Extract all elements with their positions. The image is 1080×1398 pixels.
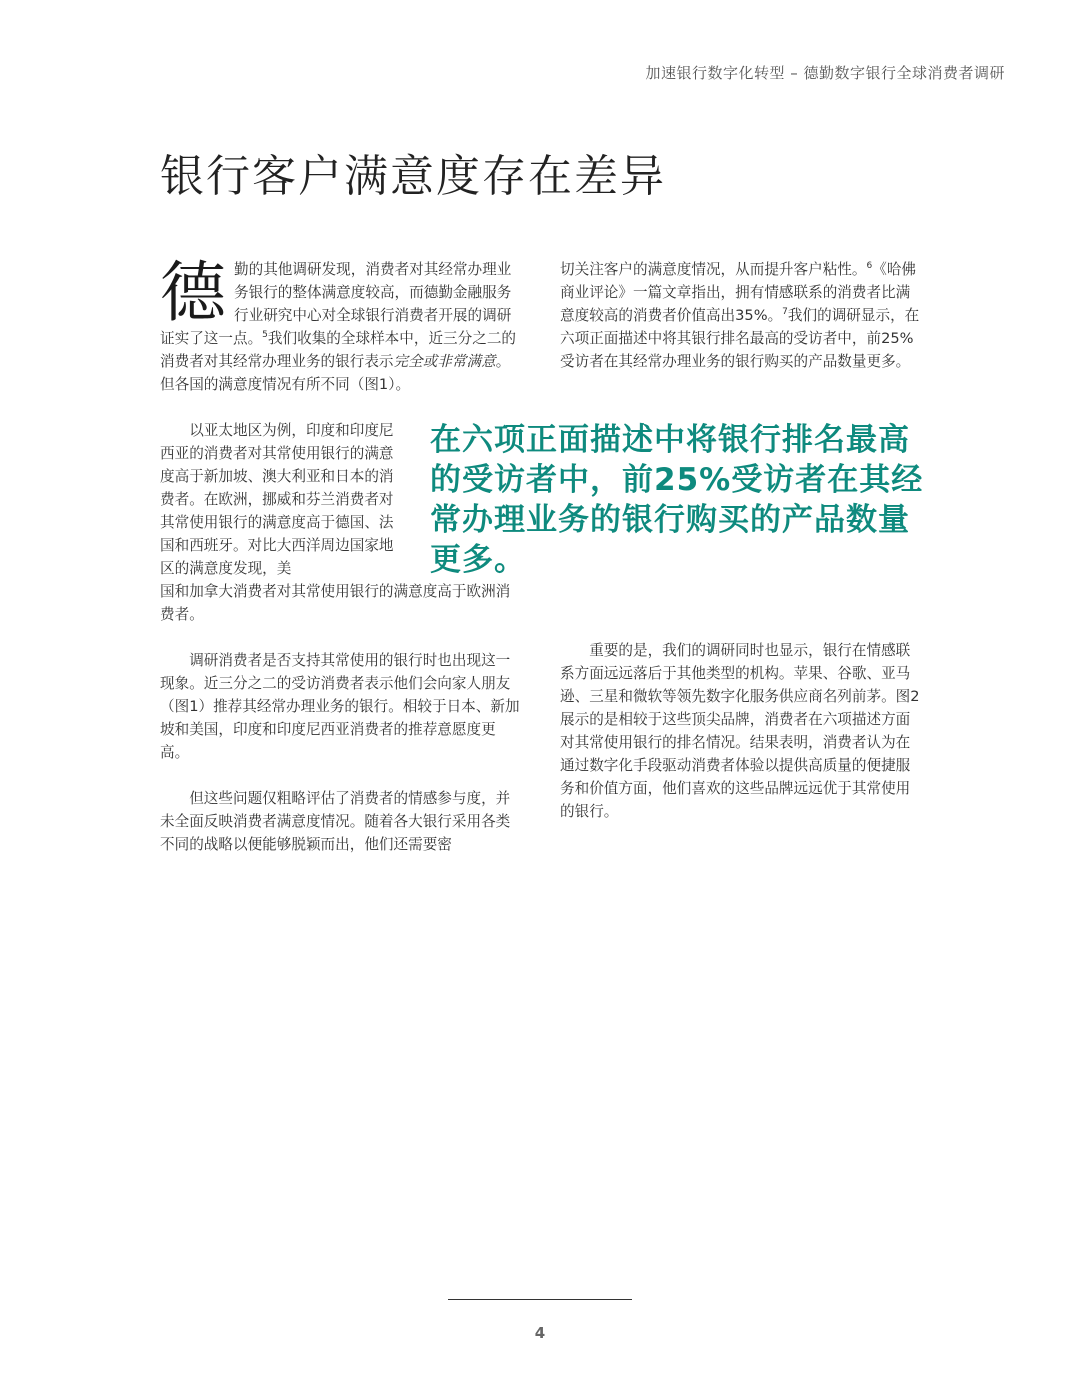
retention-text-c: 我们的调研显示，在六项正面描述中将其银行排名最高的受访者中，前25%受访者在其经常办理业务的银行购买的产品数量更多。: [560, 307, 920, 370]
right-column-lower: [560, 624, 920, 837]
pull-quote: 在六项正面描述中将银行排名最高的受访者中，前25%受访者在其经常办理业务的银行购买的产品数量更多。: [430, 422, 924, 578]
intro-text-c: 。但各国的满意度情况有所不同（图1）。: [160, 353, 511, 393]
asia-pacific-paragraph: 以亚太地区为例，印度和印度尼西亚的消费者对其常使用银行的满意度高于新加坡、澳大利亚和日本的消费者。在欧洲，挪威和芬兰消费者对其常使用银行的满意度高于德国、法国和西班牙。对比大西洋周边国家地区的满意度发现，美: [160, 422, 394, 577]
drop-cap: 德: [160, 254, 226, 331]
retention-paragraph: [560, 258, 920, 373]
footer-divider: [448, 1299, 632, 1300]
engagement-paragraph: 但这些问题仅粗略评估了消费者的情感参与度，并未全面反映消费者满意度情况。随着各大银行采用各类不同的战略以便能够脱颖而出，他们还需要密: [160, 790, 511, 853]
asia-pacific-paragraph-cont: 国和加拿大消费者对其常使用银行的满意度高于欧洲消费者。: [160, 583, 511, 623]
recommendation-paragraph: 调研消费者是否支持其常使用的银行时也出现这一现象。近三分之二的受访消费者表示他们会向家人朋友（图1）推荐其经常办理业务的银行。相较于日本、新加坡和美国，印度和印度尼西亚消费者的推荐意愿度更高。: [160, 652, 520, 761]
retention-text-b: 《哈佛商业评论》一篇文章指出，拥有情感联系的消费者比满意度较高的消费者价值高出35%。: [560, 261, 917, 324]
intro-paragraph: [160, 254, 522, 396]
retention-text-a: 切关注客户的满意度情况，从而提升客户粘性。: [560, 261, 867, 278]
footnote-ref-5[interactable]: 5: [262, 330, 268, 341]
page-number: 4: [534, 1324, 546, 1342]
intro-text-a: 勤的其他调研发现，消费者对其经常办理业务银行的整体满意度较高，而德勤金融服务行业研究中心对全球银行消费者开展的调研证实了这一点。: [160, 261, 512, 347]
emphasis-text: 完全或非常满意: [393, 353, 496, 370]
right-column: [560, 258, 920, 373]
footnote-ref-7[interactable]: 7: [782, 307, 788, 318]
page-title: 银行客户满意度存在差异: [160, 151, 666, 202]
footnote-ref-6[interactable]: 6: [866, 261, 873, 272]
emotional-connection-paragraph: 重要的是，我们的调研同时也显示，银行在情感联系方面远远落后于其他类型的机构。苹果、谷歌、亚马逊、三星和微软等领先数字化服务供应商名列前茅。图2展示的是相较于这些顶尖品牌，消费者在六项描述方面对其常使用银行的排名情况。结果表明，消费者认为在通过数字化手段驱动消费者体验以提供高质量的便捷服务和价值方面，他们喜欢的这些品牌远远优于其常使用的银行。: [560, 641, 920, 820]
intro-text-b: 我们收集的全球样本中，近三分之二的消费者对其经常办理业务的银行表示: [160, 330, 517, 370]
running-header: 加速银行数字化转型 – 德勤数字银行全球消费者调研: [645, 64, 1005, 82]
